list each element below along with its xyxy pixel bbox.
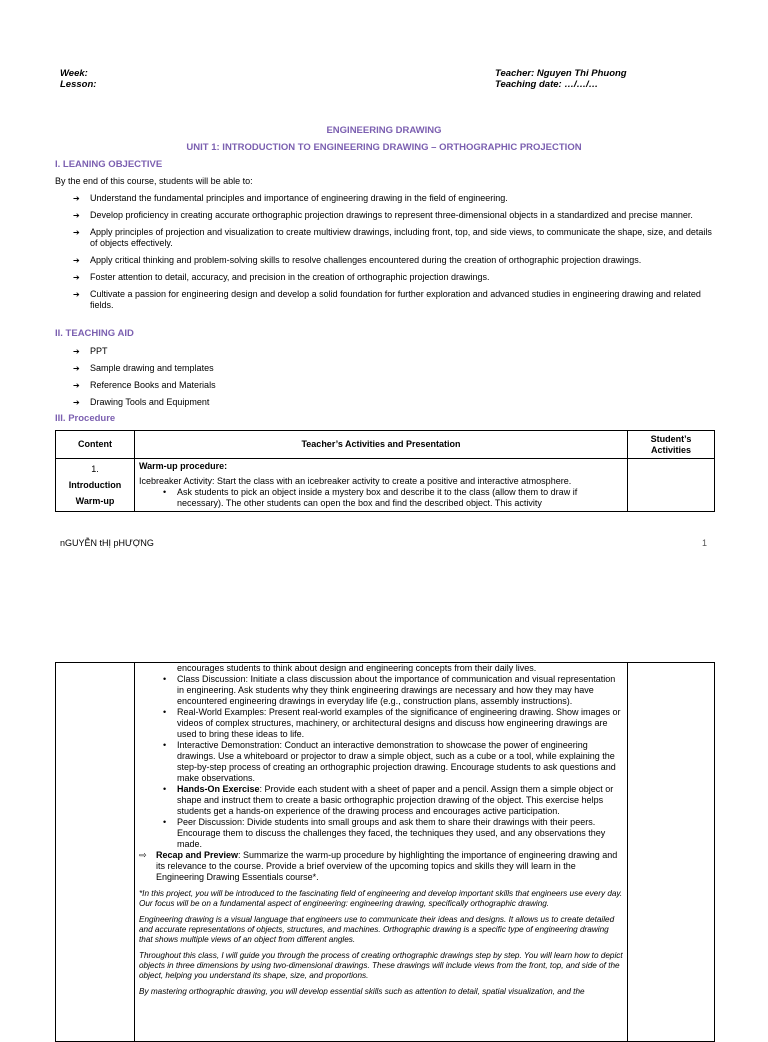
teacher-activity-cell: Warm-up procedure: Icebreaker Activity: Start the class with an icebreaker activity to create a positive and interactive atmosphere. • Ask students to pick an object inside a mystery box and describe it to the class (allow them to draw if necessary). The other students can open the box and find the described object. This activity — [135, 459, 628, 512]
unit-title: UNIT 1: INTRODUCTION TO ENGINEERING DRAWING – ORTHOGRAPHIC PROJECTION — [186, 142, 582, 153]
objective-item: ➔ Cultivate a passion for engineering design and develop a solid foundation for further exploration and advanced studies in engineering drawing and related fields. — [73, 289, 701, 310]
teaching-date-label: Teaching date: …/…/… — [495, 79, 599, 90]
arrow-bullet-icon: ➔ — [73, 228, 80, 237]
bullet-dot-icon: • — [163, 487, 167, 497]
recap-item: ⇨ Recap and Preview: Summarize the warm-up procedure by highlighting the importance of engineering drawing and its relevance to the course. Provide a brief overview of the upcoming topics and skills they will learn in the Engineering Drawing Essentials course*. — [139, 850, 618, 882]
bullet-dot-icon: • — [163, 784, 167, 794]
teaching-aid-item: ➔ Reference Books and Materials — [73, 380, 216, 390]
bullet-dot-icon: • — [163, 740, 167, 750]
arrow-bullet-icon: ➔ — [73, 211, 80, 220]
lesson-label: Lesson: — [60, 79, 97, 90]
objective-item: ➔ Foster attention to detail, accuracy, and precision in the creation of orthographic projection drawings. — [73, 272, 490, 282]
procedure-table — [55, 430, 715, 512]
objective-item: ➔ Apply critical thinking and problem-solving skills to resolve challenges encountered during the creation of orthographic projection drawings. — [73, 255, 642, 265]
teaching-aid-list — [55, 346, 715, 414]
teaching-aid-item: ➔ Sample drawing and templates — [73, 363, 214, 373]
paragraph: Engineering drawing is a visual language that engineers use to communicate their ideas and designs. It allows us to create detailed and accurate representations of objects, structures, and machines. Orthographic drawing is a specific type of engineering drawing that shows multiple views of an object from different angles. — [139, 915, 615, 944]
page-number: 1 — [702, 538, 708, 548]
activity-bullet: • Interactive Demonstration: Conduct an interactive demonstration to showcase the power of engineering drawings. Use a whiteboard or projector to draw a simple object, such as a cube or a tool, while explaining the step-by-step process of creating an orthographic projection drawing. Encourage students to ask questions and make observations. — [163, 740, 616, 783]
arrow-bullet-icon: ➔ — [73, 290, 80, 299]
objective-item: ➔ Understand the fundamental principles and importance of engineering drawing in the field of engineering. — [73, 193, 508, 203]
week-label: Week: — [60, 68, 88, 79]
arrow-bullet-icon: ➔ — [73, 273, 80, 282]
paragraph: Throughout this class, I will guide you through the process of creating orthographic drawings step by step. You will learn how to depict objects in three dimensions by using two-dimensional drawings. These drawings will include views from the front, top, and side of the object, helping you understand its shape, size, and proportions. — [139, 951, 623, 980]
teaching-aid-heading: II. TEACHING AID — [55, 328, 134, 339]
objective-item: ➔ Apply principles of projection and visualization to create multiview drawings, including front, top, and side views, to communicate the shape, size, and details of objects effectively. — [73, 227, 712, 248]
content-cell — [56, 663, 135, 1042]
objective-item: ➔ Develop proficiency in creating accurate orthographic projection drawings to represent three-dimensional objects in a standardized and precise manner. — [73, 210, 693, 220]
arrow-bullet-icon: ➔ — [73, 381, 80, 390]
teacher-activity-cell: encourages students to think about design and engineering concepts from their daily lives. • Class Discussion: Initiate a class discussion about the importance of communication and visual representation in engineering. Ask students why they think engineering drawings are necessary and how they may have encountered engineering drawings in everyday life (e.g., construction plans, assembly instructions). • Real-World Examples: Present real-world examples of the significance of engineering drawing. Show images or videos of complex structures, machinery, or architectural designs and discuss how engineering drawings are used to bring these ideas to life. • Interactive Demonstration: Conduct an interactive demonstration to showcase the power of engineering drawings. Use a whiteboard or projector to draw a simple object, such as a cube or a tool, while explaining the step-by-step process of creating an orthographic projection drawing. Encourage students to ask questions and make observations. • Hands-On Exercise: Provide each student with a sheet of paper and a pencil. Assign them a simple object or shape and instruct them to create a basic orthographic projection drawing of the object. This exercise helps students get a hands-on experience of the drawing process and encourages active participation. • Peer Discussion: Divide students into small groups and ask them to share their drawings with their peers. Encourage them to discuss the challenges they faced, the techniques they used, and any observations they made. ⇨ Recap and Preview: Summarize the warm-up procedure by highlighting the importance of engineering drawing and its relevance to the course. Provide a brief overview of the upcoming topics and skills they will learn in the Engineering Drawing Essentials course*. *In this project, you will be introduced to the fascinating field of engineering and develop important skills that engineers use every day. Our focus will be on a fundamental aspect of engineering: engineering drawing, specifically orthographic drawing. Engineering drawing is a visual language that engineers use to communicate their ideas and designs. It allows us to create detailed and accurate representations of objects, structures, and machines. Orthographic drawing is a specific type of engineering drawing that shows multiple views of an object from different angles. Throughout this class, I will guide you through the process of creating orthographic drawings step by step. You will learn how to depict objects in three dimensions by using two-dimensional drawings. These drawings will include views from the front, top, and side of the object, helping you understand its shape, size, and proportions. By mastering orthographic drawing, you will develop essential skills such as attention to detail, spatial visualization, and the — [135, 663, 628, 1042]
hollow-arrow-icon: ⇨ — [139, 850, 147, 860]
objectives-intro: By the end of this course, students will be able to: — [55, 176, 253, 186]
teacher-label: Teacher: Nguyen Thi Phuong — [495, 68, 627, 79]
procedure-table-continued — [55, 662, 715, 1042]
procedure-heading: III. Procedure — [55, 413, 116, 424]
content-cell: 1. Introduction Warm-up — [56, 459, 135, 512]
activity-bullet: • Real-World Examples: Present real-world examples of the significance of engineering drawing. Show images or videos of complex structures, machinery, or architectural designs and discuss how engineering drawings are used to bring these ideas to life. — [163, 707, 621, 739]
arrow-bullet-icon: ➔ — [73, 364, 80, 373]
paragraph: By mastering orthographic drawing, you will develop essential skills such as attention to detail, spatial visualization, and the — [139, 987, 585, 996]
column-header-teacher: Teacher’s Activities and Presentation — [135, 431, 628, 459]
arrow-bullet-icon: ➔ — [73, 194, 80, 203]
teaching-aid-item: ➔ Drawing Tools and Equipment — [73, 397, 210, 407]
objectives-list — [55, 193, 715, 317]
student-activity-cell — [628, 663, 715, 1042]
student-activity-cell — [628, 459, 715, 512]
course-title: ENGINEERING DRAWING — [326, 125, 442, 136]
bullet-dot-icon: • — [163, 674, 167, 684]
activity-bullet: • Peer Discussion: Divide students into small groups and ask them to share their drawings with their peers. Encourage them to discuss the challenges they faced, the techniques they used, and any observations they made. — [163, 817, 606, 849]
column-header-student: Student’s Activities — [628, 431, 715, 459]
arrow-bullet-icon: ➔ — [73, 256, 80, 265]
teaching-aid-item: ➔ PPT — [73, 346, 108, 356]
activity-bullet: • Hands-On Exercise: Provide each student with a sheet of paper and a pencil. Assign them a simple object or shape and instruct them to create a basic orthographic projection drawing of the object. This exercise helps students get a hands-on experience of the drawing process and encourages active participation. — [163, 784, 614, 816]
objectives-heading: I. LEANING OBJECTIVE — [55, 159, 163, 170]
arrow-bullet-icon: ➔ — [73, 398, 80, 407]
footer-author: nGUYỄN tHỊ pHƯỢNG — [60, 538, 154, 548]
column-header-content: Content — [56, 431, 135, 459]
paragraph: *In this project, you will be introduced to the fascinating field of engineering and develop important skills that engineers use every day. Our focus will be on a fundamental aspect of engineering: engineering drawing, specifically orthographic drawing. — [139, 889, 623, 908]
bullet-dot-icon: • — [163, 707, 167, 717]
arrow-bullet-icon: ➔ — [73, 347, 80, 356]
bullet-dot-icon: • — [163, 817, 167, 827]
activity-bullet: • Class Discussion: Initiate a class discussion about the importance of communication and visual representation in engineering. Ask students why they think engineering drawings are necessary and how they may have encountered engineering drawings in everyday life (e.g., construction plans, assembly instructions). — [163, 674, 616, 706]
